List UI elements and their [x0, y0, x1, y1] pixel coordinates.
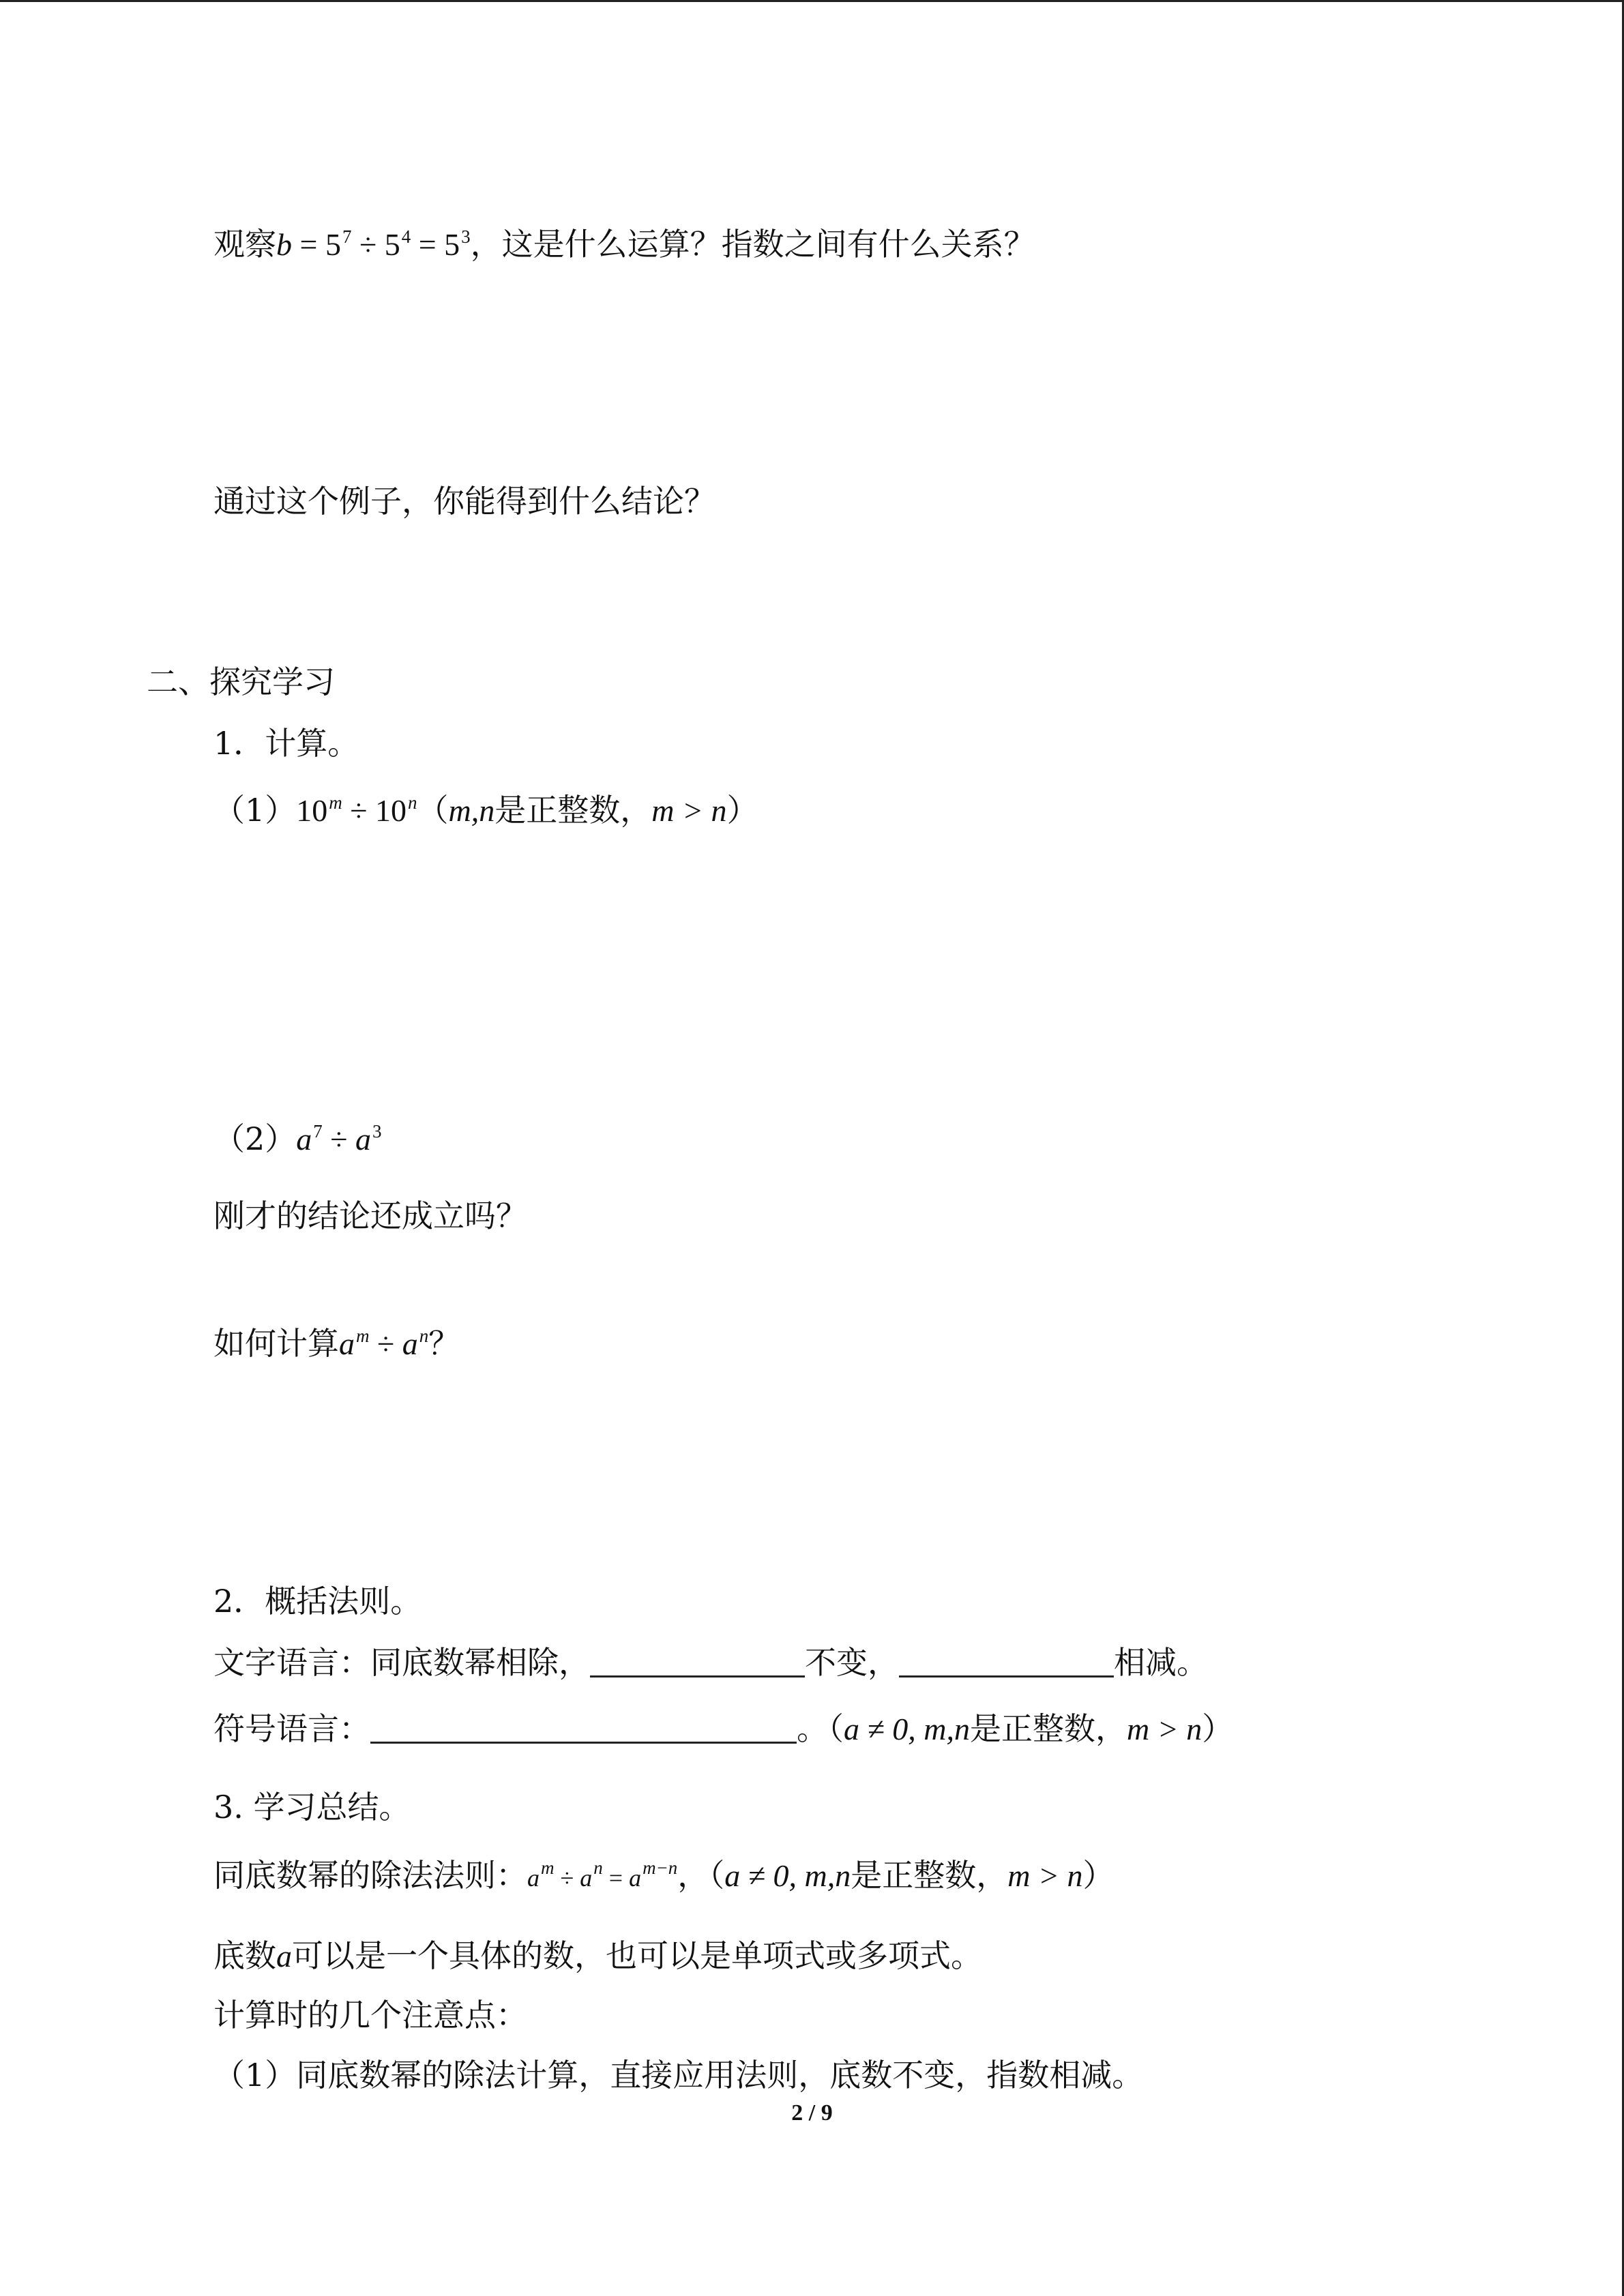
rule-cond-text: 是正整数， — [851, 1857, 1008, 1894]
item2-heading: 2．概括法则。 — [213, 1583, 422, 1620]
observe-suffix: ，这是什么运算？指数之间有什么关系？ — [470, 226, 1035, 263]
observe-line — [213, 224, 1035, 269]
symbol-lang-prefix: 符号语言： — [213, 1710, 370, 1747]
rule-prefix: 同底数幂的除法法则： — [213, 1857, 527, 1894]
conclusion-question: 通过这个例子，你能得到什么结论？ — [213, 483, 715, 520]
q1-cond-close: ） — [726, 792, 758, 829]
page-number: 2 / 9 — [791, 2100, 833, 2126]
symbol-close: ） — [1202, 1710, 1234, 1747]
how-to-compute — [213, 1323, 460, 1369]
how-suffix: ？ — [428, 1325, 460, 1362]
q1-label: （1） — [213, 792, 297, 829]
base-note-var: a — [276, 1939, 292, 1973]
symbol-cond-ineq: m > n — [1126, 1712, 1202, 1746]
item3-heading: 3. 学习总结。 — [213, 1789, 411, 1825]
q1-cond-ineq: m > n — [651, 793, 727, 828]
q1-cond-open: （ — [417, 792, 449, 829]
rule-cond-vars: a ≠ 0, m,n — [724, 1858, 851, 1893]
how-prefix: 如何计算 — [213, 1325, 339, 1362]
observe-formula: $b = 5^7 \div 5^4 = 5^3$ — [276, 226, 471, 262]
question-2 — [213, 1118, 382, 1164]
symbol-cond-text: 是正整数， — [969, 1710, 1127, 1747]
note-1: （1）同底数幂的除法计算，直接应用法则，底数不变，指数相减。 — [213, 2057, 1144, 2093]
item1-heading: 1．计算。 — [213, 725, 359, 762]
question-1 — [213, 790, 758, 835]
text-lang-end: 相减。 — [1114, 1644, 1208, 1681]
division-rule-line — [213, 1855, 1114, 1900]
blank-symbol-rule[interactable] — [370, 1713, 797, 1744]
notes-heading: 计算时的几个注意点： — [213, 1997, 527, 2033]
text-lang-prefix: 文字语言：同底数幂相除， — [213, 1644, 590, 1681]
q2-formula: $a^7 \div a^3$ — [296, 1121, 382, 1157]
q1-formula: $10^m \div 10^n$ — [296, 792, 417, 828]
blank-base[interactable] — [590, 1647, 805, 1678]
q1-cond-text: 是正整数， — [494, 792, 652, 829]
text-lang-mid: 不变， — [805, 1644, 899, 1681]
top-border — [0, 0, 1624, 2]
rule-cond-ineq: m > n — [1007, 1858, 1083, 1893]
q2-label: （2） — [213, 1120, 297, 1157]
base-note-suffix: 可以是一个具体的数，也可以是单项式或多项式。 — [292, 1937, 982, 1974]
section-heading: 二、探究学习 — [147, 664, 335, 700]
rule-mid: ，（ — [677, 1857, 725, 1894]
still-holds-question: 刚才的结论还成立吗？ — [213, 1197, 527, 1234]
base-note-prefix: 底数 — [213, 1937, 276, 1974]
symbol-lang-end: 。（ — [797, 1710, 844, 1747]
observe-prefix: 观察 — [213, 226, 276, 263]
q1-cond-vars: m,n — [448, 793, 495, 828]
base-note — [213, 1935, 982, 1977]
symbol-cond-vars: a ≠ 0, m,n — [844, 1712, 970, 1746]
symbol-language-line — [213, 1708, 1233, 1750]
text-language-line — [213, 1642, 1208, 1683]
how-formula: $a^m \div a^n$ — [339, 1326, 429, 1361]
blank-exponent[interactable] — [899, 1647, 1114, 1678]
rule-formula: $a^m \div a^n = a^{m-n}$ — [527, 1858, 678, 1892]
rule-close: ） — [1082, 1857, 1114, 1894]
